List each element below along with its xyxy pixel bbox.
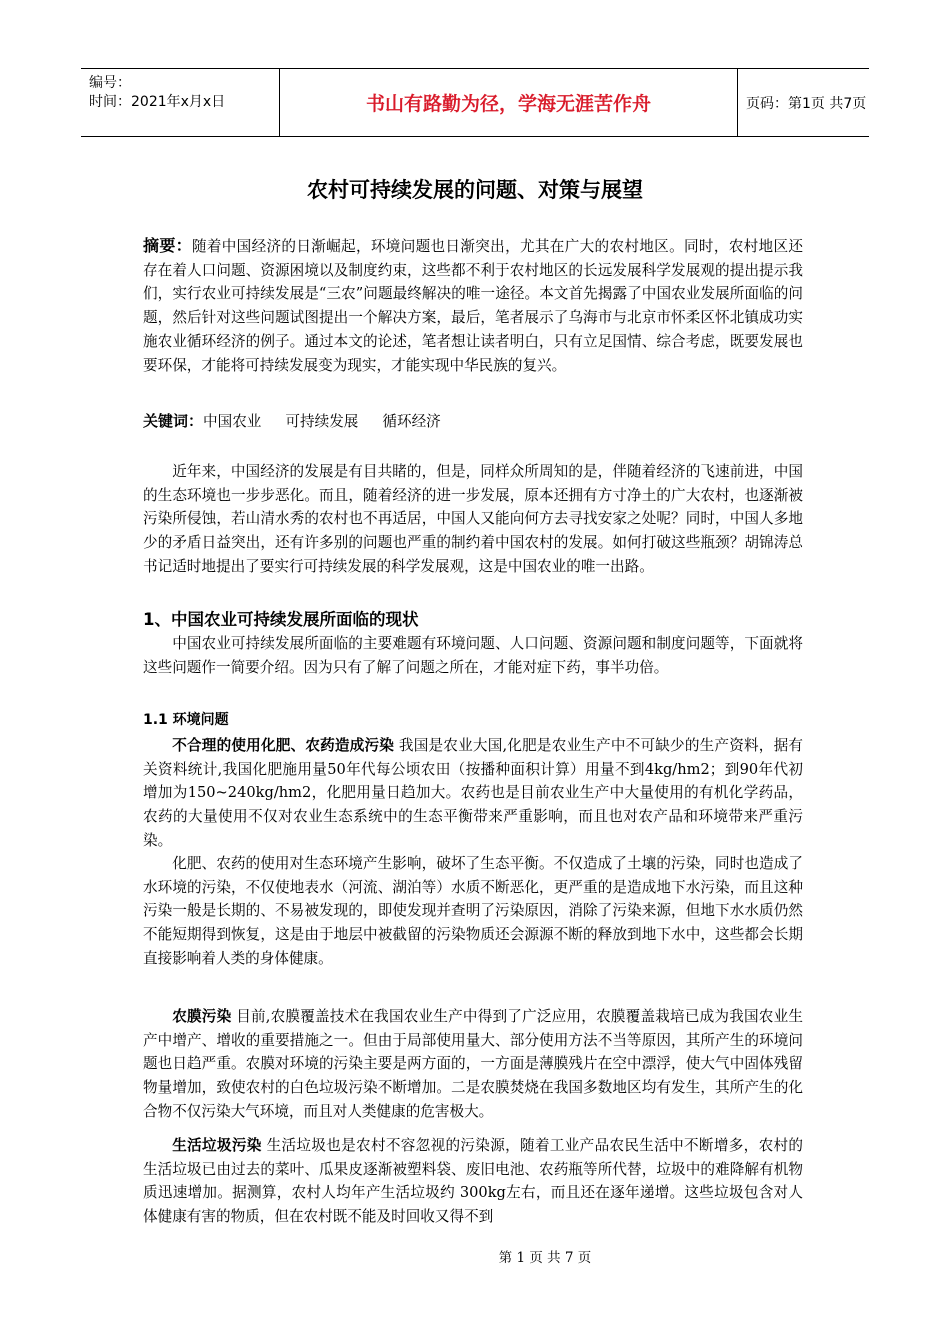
page-footer: 第 1 页 共 7 页 xyxy=(498,1250,592,1266)
paragraph-lead: 农膜污染 xyxy=(172,1008,232,1025)
paragraph-text: 生活垃圾也是农村不容忽视的污染源，随着工业产品农民生活中不断增多，农村的生活垃圾已由过去的菜叶、瓜果皮逐渐被塑料袋、废旧电池、农药瓶等所代替，垃圾中的难降解有机物质迅速增加。据测算，农村人均年产生活垃圾约 300kg左右，而且还在逐年递增。这些垃圾包含对人体健康有害的物质，但在农村既不能及时回收又得不到 xyxy=(143,1137,803,1226)
ecology-paragraph: 化肥、农药的使用对生态环境产生影响，破坏了生态平衡。不仅造成了土壤的污染，同时也造成了水环境的污染，不仅使地表水（河流、湖泊等）水质不断恶化，更严重的是造成地下水污染，而且这种污染一般是长期的、不易被发现的，即使发现并查明了污染原因，消除了污染来源，但地下水水质仍然不能短期得到恢复，这是由于地层中被截留的污染物质还会源源不断的释放到地下水中，这些都会长期直接影响着人类的身体健康。 xyxy=(143,855,803,967)
abstract-text: 随着中国经济的日渐崛起，环境问题也日渐突出，尤其在广大的农村地区。同时，农村地区还存在着人口问题、资源困境以及制度约束，这些都不利于农村地区的长远发展科学发展观的提出提示我们，实行农业可持续发展是“三农”问题最终解决的唯一途径。本文首先揭露了中国农业发展所面临的问题，然后针对这些问题试图提出一个解决方案，最后，笔者展示了乌海市与北京市怀柔区怀北镇成功实施农业循环经济的例子。通过本文的论述，笔者想让读者明白，只有立足国情、综合考虑，既要发展也要环保，才能将可持续发展变为现实，才能实现中华民族的复兴。 xyxy=(143,238,803,374)
date-label: 时间：2021年x月x日 xyxy=(89,94,226,110)
header-meta-cell xyxy=(81,69,280,136)
paragraph-text: 目前,农膜覆盖技术在我国农业生产中得到了广泛应用，农膜覆盖栽培已成为我国农业生产中增产、增收的重要措施之一。但由于局部使用量大、部分使用方法不当等原因，其所产生的环境问题也日趋严重。农膜对环境的污染主要是两方面的，一方面是薄膜残片在空中漂浮，使大气中固体残留物量增加，致使农村的白色垃圾污染不断增加。二是农膜焚烧在我国多数地区均有发生，其所产生的化合物不仅污染大气环境，而且对人类健康的危害极大。 xyxy=(143,1008,803,1120)
film-paragraph xyxy=(143,1005,803,1124)
paragraph-text: 我国是农业大国,化肥是农业生产中不可缺少的生产资料，据有关资料统计,我国化肥施用量50年代每公顷农田（按播种面积计算）用量不到4kg/hm2；到90年代初增加为150~240kg/hm2，化肥用量日趋加大。农药也是目前农业生产中大量使用的有机化学药品，农药的大量使用不仅对农业生态系统中的生态平衡带来严重影响，而且也对农产品和环境带来严重污染。 xyxy=(143,737,803,849)
paragraph-lead: 不合理的使用化肥、农药造成污染 xyxy=(172,737,395,754)
page-header xyxy=(81,68,869,137)
abstract-label: 摘要： xyxy=(143,236,192,255)
keywords-line xyxy=(143,410,803,434)
number-label: 编号： xyxy=(89,75,131,91)
keywords-label: 关键词： xyxy=(143,412,204,430)
keyword-item: 中国农业 xyxy=(203,413,262,430)
abstract-paragraph xyxy=(143,234,803,377)
garbage-paragraph xyxy=(143,1134,803,1229)
keyword-item: 循环经济 xyxy=(382,413,441,430)
intro-paragraph: 近年来，中国经济的发展是有目共睹的，但是，同样众所周知的是，伴随着经济的飞速前进，中国的生态环境也一步步恶化。而且，随着经济的进一步发展，原本还拥有方寸净土的广大农村，也逐渐被污染所侵蚀，若山清水秀的农村也不再适居，中国人又能向何方去寻找安家之处呢？同时，中国人多地少的矛盾日益突出，还有许多别的问题也严重的制约着中国农村的发展。如何打破这些瓶颈？胡锦涛总书记适时地提出了要实行可持续发展的科学发展观，这是中国农业的唯一出路。 xyxy=(143,463,803,575)
header-motto: 书山有路勤为径，学海无涯苦作舟 xyxy=(280,69,738,136)
section-1-paragraph: 中国农业可持续发展所面临的主要难题有环境问题、人口问题、资源问题和制度问题等，下面就将这些问题作一简要介绍。因为只有了解了问题之所在，才能对症下药，事半功倍。 xyxy=(143,635,803,676)
paragraph-lead: 生活垃圾污染 xyxy=(172,1137,262,1154)
fertilizer-paragraph xyxy=(143,734,803,853)
header-page-info: 页码：第1页 共7页 xyxy=(746,95,867,112)
keyword-item: 可持续发展 xyxy=(285,413,359,430)
section-1-1-heading: 1.1 环境问题 xyxy=(143,712,229,728)
document-title: 农村可持续发展的问题、对策与展望 xyxy=(307,178,643,202)
section-1-heading: 1、中国农业可持续发展所面临的现状 xyxy=(143,610,419,629)
